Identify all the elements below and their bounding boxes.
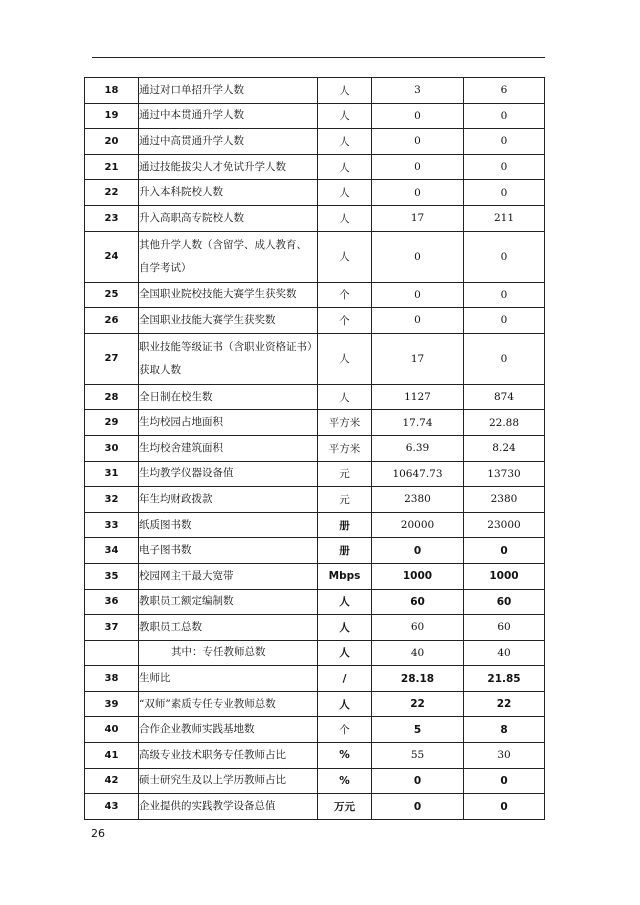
row-item: 升入高职高专院校人数 (139, 205, 318, 231)
table-row (85, 538, 545, 564)
row-value-1: 0 (372, 129, 464, 155)
row-unit: / (318, 666, 372, 692)
row-unit: 个 (318, 282, 372, 308)
row-value-1: 0 (372, 154, 464, 180)
row-value-1: 0 (372, 231, 464, 282)
row-unit: 人 (318, 154, 372, 180)
row-number: 32 (85, 487, 139, 513)
row-value-2: 6 (464, 78, 545, 104)
row-number: 36 (85, 589, 139, 615)
row-item: 硕士研究生及以上学历教师占比 (139, 768, 318, 794)
table-row (85, 512, 545, 538)
row-number: 28 (85, 384, 139, 410)
row-number: 24 (85, 231, 139, 282)
row-number: 43 (85, 794, 139, 820)
row-value-1: 0 (372, 794, 464, 820)
row-item: 纸质图书数 (139, 512, 318, 538)
row-value-1: 22 (372, 691, 464, 717)
row-item: “双师”素质专任专业教师总数 (139, 691, 318, 717)
row-item: 其中：专任教师总数 (139, 640, 318, 666)
table-row (85, 487, 545, 513)
row-unit: 册 (318, 538, 372, 564)
row-unit: 人 (318, 103, 372, 129)
row-number: 42 (85, 768, 139, 794)
row-value-2: 8.24 (464, 435, 545, 461)
row-value-1: 6.39 (372, 435, 464, 461)
row-value-1: 0 (372, 768, 464, 794)
row-item: 合作企业教师实践基地数 (139, 717, 318, 743)
row-value-2: 30 (464, 743, 545, 769)
row-value-2: 13730 (464, 461, 545, 487)
row-item: 全国职业技能大赛学生获奖数 (139, 308, 318, 334)
table-row (85, 640, 545, 666)
row-value-1: 0 (372, 180, 464, 206)
row-value-1: 17 (372, 333, 464, 384)
row-number: 26 (85, 308, 139, 334)
row-value-2: 0 (464, 794, 545, 820)
row-unit: 人 (318, 231, 372, 282)
table-row (85, 410, 545, 436)
row-number: 31 (85, 461, 139, 487)
row-value-1: 5 (372, 717, 464, 743)
row-number: 33 (85, 512, 139, 538)
row-value-1: 55 (372, 743, 464, 769)
row-value-1: 2380 (372, 487, 464, 513)
row-value-2: 40 (464, 640, 545, 666)
row-unit: 平方米 (318, 435, 372, 461)
row-value-2: 0 (464, 103, 545, 129)
row-value-1: 10647.73 (372, 461, 464, 487)
row-item: 全日制在校生数 (139, 384, 318, 410)
row-unit: 人 (318, 333, 372, 384)
row-number: 39 (85, 691, 139, 717)
row-unit: 人 (318, 691, 372, 717)
row-unit: 人 (318, 589, 372, 615)
row-unit: 人 (318, 384, 372, 410)
row-value-1: 1127 (372, 384, 464, 410)
table-row (85, 180, 545, 206)
row-value-1: 17 (372, 205, 464, 231)
row-item: 全国职业院校技能大赛学生获奖数 (139, 282, 318, 308)
row-item: 高级专业技术职务专任教师占比 (139, 743, 318, 769)
table-row (85, 308, 545, 334)
row-unit: 人 (318, 180, 372, 206)
statistics-table (84, 77, 545, 820)
row-item: 教职员工总数 (139, 615, 318, 641)
row-value-2: 60 (464, 589, 545, 615)
table-row (85, 103, 545, 129)
row-item: 通过中本贯通升学人数 (139, 103, 318, 129)
row-value-2: 0 (464, 308, 545, 334)
row-value-2: 211 (464, 205, 545, 231)
row-value-2: 874 (464, 384, 545, 410)
table-row (85, 205, 545, 231)
row-item: 校园网主干最大宽带 (139, 563, 318, 589)
row-value-1: 0 (372, 103, 464, 129)
row-value-1: 0 (372, 538, 464, 564)
row-item: 通过中高贯通升学人数 (139, 129, 318, 155)
header-rule (92, 57, 545, 58)
row-unit: % (318, 743, 372, 769)
row-value-1: 60 (372, 589, 464, 615)
table-row (85, 154, 545, 180)
row-number (85, 640, 139, 666)
row-value-1: 3 (372, 78, 464, 104)
row-item: 生均教学仪器设备值 (139, 461, 318, 487)
row-item: 职业技能等级证书（含职业资格证书）获取人数 (139, 333, 318, 384)
table-row (85, 563, 545, 589)
table-row (85, 768, 545, 794)
row-unit: 元 (318, 461, 372, 487)
row-item: 通过对口单招升学人数 (139, 78, 318, 104)
row-number: 41 (85, 743, 139, 769)
row-number: 37 (85, 615, 139, 641)
row-number: 34 (85, 538, 139, 564)
row-value-1: 17.74 (372, 410, 464, 436)
row-value-2: 0 (464, 282, 545, 308)
row-value-2: 0 (464, 129, 545, 155)
row-value-2: 0 (464, 333, 545, 384)
row-unit: 人 (318, 640, 372, 666)
page-number: 26 (91, 827, 105, 840)
table-row (85, 691, 545, 717)
row-item: 企业提供的实践教学设备总值 (139, 794, 318, 820)
table-row (85, 333, 545, 384)
row-value-1: 60 (372, 615, 464, 641)
row-unit: 人 (318, 129, 372, 155)
row-item: 通过技能拔尖人才免试升学人数 (139, 154, 318, 180)
row-number: 20 (85, 129, 139, 155)
table-row (85, 717, 545, 743)
row-number: 30 (85, 435, 139, 461)
row-value-1: 20000 (372, 512, 464, 538)
row-value-2: 21.85 (464, 666, 545, 692)
table-row (85, 384, 545, 410)
table-row (85, 231, 545, 282)
table-row (85, 129, 545, 155)
row-value-2: 60 (464, 615, 545, 641)
row-number: 21 (85, 154, 139, 180)
row-value-1: 0 (372, 308, 464, 334)
table-row (85, 794, 545, 820)
row-value-2: 0 (464, 180, 545, 206)
row-unit: 个 (318, 308, 372, 334)
row-value-2: 23000 (464, 512, 545, 538)
row-value-1: 1000 (372, 563, 464, 589)
row-item: 电子图书数 (139, 538, 318, 564)
row-value-2: 8 (464, 717, 545, 743)
row-item: 教职员工额定编制数 (139, 589, 318, 615)
row-number: 22 (85, 180, 139, 206)
row-number: 23 (85, 205, 139, 231)
row-value-2: 0 (464, 538, 545, 564)
table-row (85, 461, 545, 487)
row-value-1: 40 (372, 640, 464, 666)
row-number: 19 (85, 103, 139, 129)
row-value-2: 0 (464, 154, 545, 180)
row-item: 升入本科院校人数 (139, 180, 318, 206)
row-unit: 人 (318, 615, 372, 641)
row-item: 生均校舍建筑面积 (139, 435, 318, 461)
row-number: 40 (85, 717, 139, 743)
row-number: 29 (85, 410, 139, 436)
row-item: 生均校园占地面积 (139, 410, 318, 436)
row-item: 其他升学人数（含留学、成人教育、自学考试） (139, 231, 318, 282)
row-unit: 平方米 (318, 410, 372, 436)
row-value-2: 0 (464, 768, 545, 794)
row-value-1: 0 (372, 282, 464, 308)
row-unit: 万元 (318, 794, 372, 820)
row-item: 生师比 (139, 666, 318, 692)
row-number: 18 (85, 78, 139, 104)
row-value-1: 28.18 (372, 666, 464, 692)
row-unit: 个 (318, 717, 372, 743)
row-unit: Mbps (318, 563, 372, 589)
row-value-2: 22.88 (464, 410, 545, 436)
row-unit: % (318, 768, 372, 794)
table-row (85, 743, 545, 769)
row-number: 38 (85, 666, 139, 692)
table-row (85, 435, 545, 461)
table-row (85, 615, 545, 641)
table-row (85, 282, 545, 308)
table-row (85, 78, 545, 104)
row-value-2: 0 (464, 231, 545, 282)
table-row (85, 666, 545, 692)
row-unit: 人 (318, 205, 372, 231)
row-unit: 元 (318, 487, 372, 513)
row-item: 年生均财政拨款 (139, 487, 318, 513)
row-value-2: 1000 (464, 563, 545, 589)
row-unit: 册 (318, 512, 372, 538)
row-value-2: 2380 (464, 487, 545, 513)
table-row (85, 589, 545, 615)
row-unit: 人 (318, 78, 372, 104)
row-value-2: 22 (464, 691, 545, 717)
row-number: 25 (85, 282, 139, 308)
row-number: 35 (85, 563, 139, 589)
row-number: 27 (85, 333, 139, 384)
